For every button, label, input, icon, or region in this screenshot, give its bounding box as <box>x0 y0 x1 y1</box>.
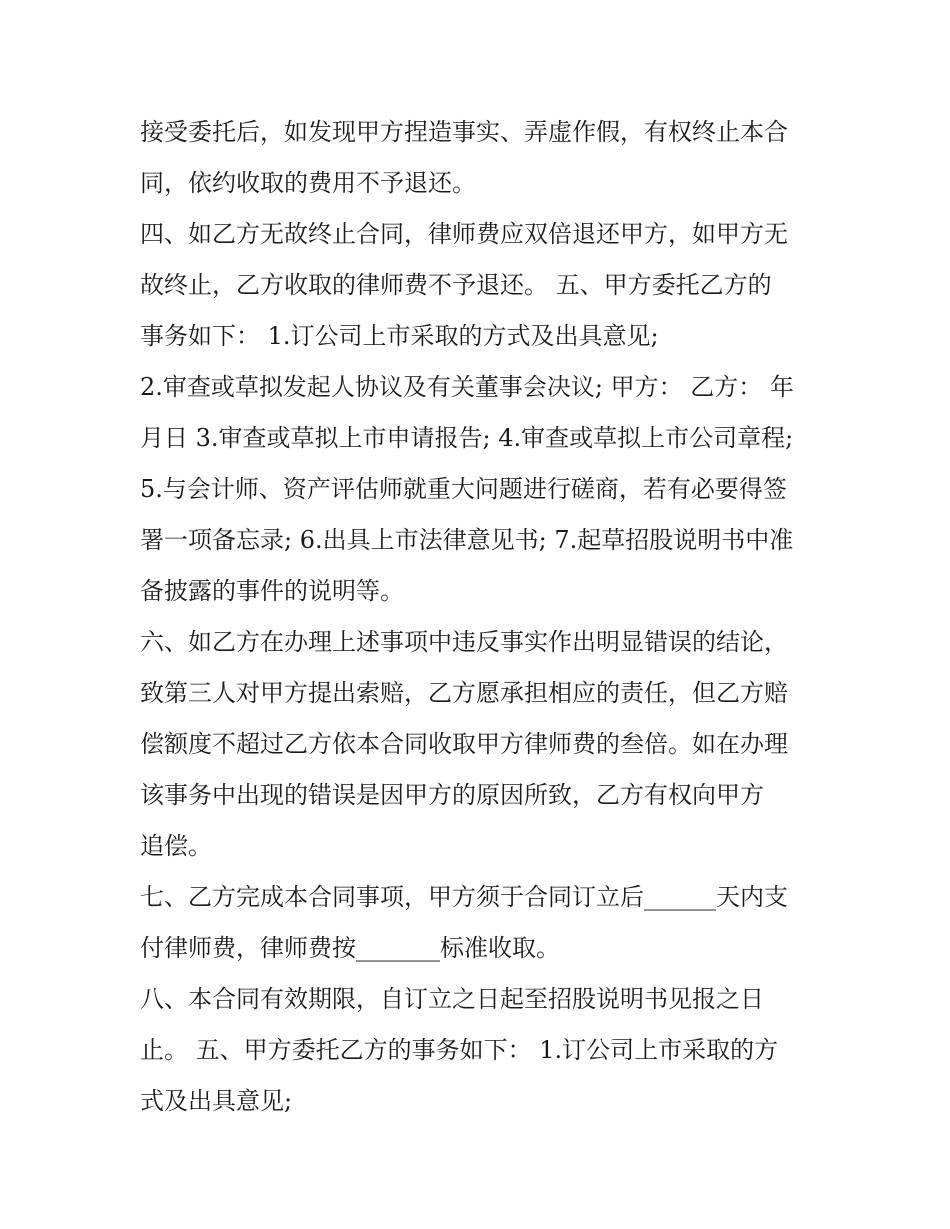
text-line: 5.与会计师、资产评估师就重大问题进行磋商，若有必要得签 <box>140 475 787 503</box>
text-line: 付律师费，律师费按_______标准收取。 <box>140 934 560 962</box>
text-line: 四、如乙方无故终止合同，律师费应双倍退还甲方，如甲方无 <box>140 220 788 248</box>
text-line: 接受委托后，如发现甲方捏造事实、弄虚作假，有权终止本合 <box>140 118 788 146</box>
text-line: 式及出具意见; <box>140 1087 293 1115</box>
text-line: 八、本合同有效期限，自订立之日起至招股说明书见报之日 <box>140 985 764 1013</box>
text-line: 同，依约收取的费用不予退还。 <box>140 169 476 197</box>
text-line: 2.审查或草拟发起人协议及有关董事会决议; 甲方： 乙方： 年 <box>140 373 794 401</box>
text-line: 故终止，乙方收取的律师费不予退还。 五、甲方委托乙方的 <box>140 271 772 299</box>
text-line: 偿额度不超过乙方依本合同收取甲方律师费的叁倍。如在办理 <box>140 730 788 758</box>
text-line: 事务如下： 1.订公司上市采取的方式及出具意见; <box>140 322 659 350</box>
text-line: 该事务中出现的错误是因甲方的原因所致，乙方有权向甲方 <box>140 781 764 809</box>
text-line: 致第三人对甲方提出索赔，乙方愿承担相应的责任，但乙方赔 <box>140 679 788 707</box>
contract-text <box>140 107 820 1127</box>
text-line: 止。 五、甲方委托乙方的事务如下： 1.订公司上市采取的方 <box>140 1036 779 1064</box>
text-line: 备披露的事件的说明等。 <box>140 577 404 605</box>
text-line: 追偿。 <box>140 832 212 860</box>
text-line: 署一项备忘录; 6.出具上市法律意见书; 7.起草招股说明书中准 <box>140 526 794 554</box>
text-line: 月日 3.审查或草拟上市申请报告; 4.审查或草拟上市公司章程; <box>140 424 794 452</box>
text-line: 七、乙方完成本合同事项，甲方须于合同订立后______天内支 <box>140 883 788 911</box>
text-line: 六、如乙方在办理上述事项中违反事实作出明显错误的结论， <box>140 628 788 656</box>
